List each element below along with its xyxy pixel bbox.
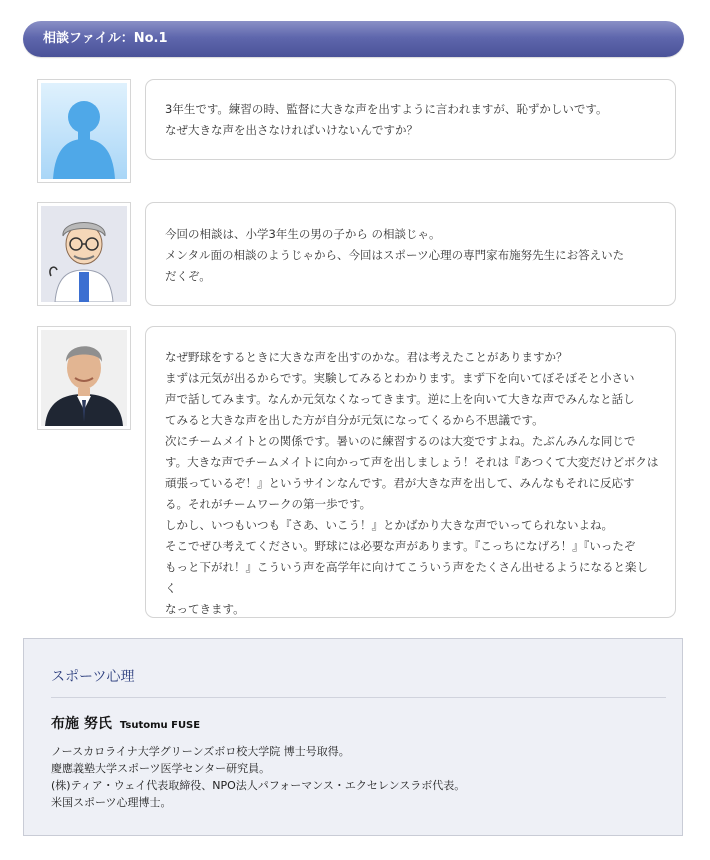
student-question-text: 3年生です。練習の時、監督に大きな声を出すように言われますが、恥ずかしいです。 なぜ大きな声を出さなければいけないんですか？	[165, 102, 608, 137]
header-title: 相談ファイル：No.1	[43, 31, 168, 46]
student-avatar	[37, 79, 131, 183]
profile-bio-line: ノースカロライナ大学グリーンズボロ校大学院 博士号取得。	[51, 745, 350, 758]
student-question-bubble	[145, 79, 676, 160]
professor-avatar	[37, 202, 131, 306]
professor-intro-text: 今回の相談は、小学3年生の男の子から の相談じゃ。 メンタル面の相談のようじゃから、今回はスポーツ心理の専門家布施努先生にお答えいた だくぞ。	[165, 227, 625, 283]
profile-divider	[51, 697, 666, 698]
profile-bio	[51, 743, 465, 811]
profile-bio-line: (株)ティア・ウェイ代表取締役、NPO法人パフォーマンス・エクセレンスラボ代表。	[51, 779, 466, 792]
profile-heading: スポーツ心理	[51, 669, 135, 685]
profile-bio-line: 慶應義塾大学スポーツ医学センター研究員。	[51, 762, 271, 775]
professor-illustration	[41, 206, 127, 302]
student-silhouette-icon	[41, 83, 127, 179]
expert-portrait	[41, 330, 127, 426]
expert-avatar	[37, 326, 131, 430]
profile-name	[51, 713, 200, 733]
profile-name-roman: Tsutomu FUSE	[119, 720, 201, 731]
expert-profile	[23, 638, 683, 836]
profile-bio-line: 米国スポーツ心理博士。	[51, 796, 172, 809]
profile-name-japanese: 布施 努氏	[51, 716, 112, 732]
expert-answer-text: なぜ野球をするときに大きな声を出すのかな。君は考えたことがありますか？ まずは元気が出るからです。実験してみるとわかります。まず下を向いてぼそぼそと小さい 声で話してみます。なんか元気なくなってきます。逆に上を向いて大きな声でみんなと話し てみると大きな声を出した方が自分が元気になってくるから不思議です。 次にチームメイトとの関係です。暑いのに練習するのは大変ですよね。たぶんみんな同じで す。大きな声でチームメイトに向かって声を出しましょう！それは『あつくて大変だけどボクは 頑張っているぞ！』というサインなんです。君が大きな声を出して、みんなもそれに反応す る。それがチームワークの第一歩です。 しかし、いつもいつも『さあ、いこう！』とかばかり大きな声でいってられないよね。 そこでぜひ考えてください。野球には必要な声があります。『こっちになげろ！』『いったぞ もっと下がれ！』こういう声を高学年に向けてこういう声をたくさん出せるようになると楽しく なってきます。	[165, 350, 659, 616]
professor-intro-bubble	[145, 202, 676, 306]
consultation-file-header	[23, 21, 684, 57]
expert-answer-bubble	[145, 326, 676, 618]
